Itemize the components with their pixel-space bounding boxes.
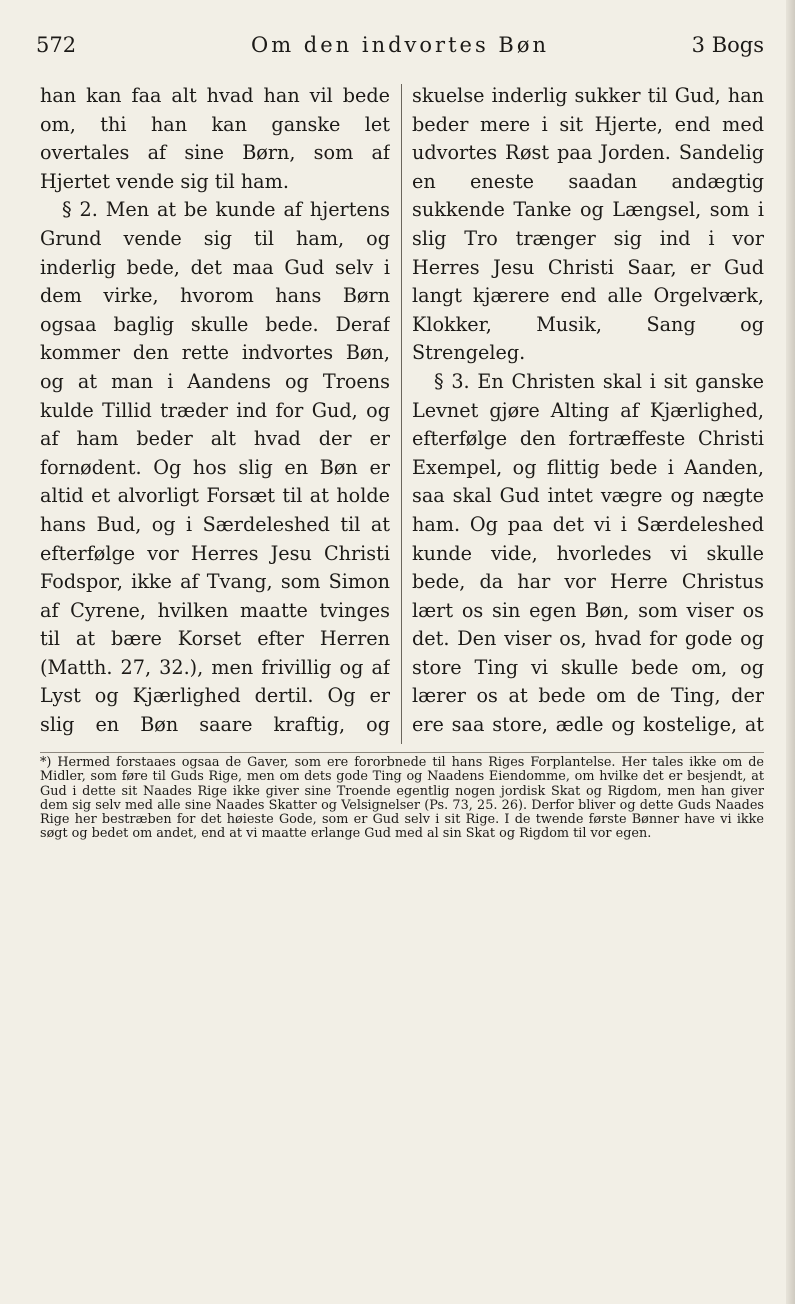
page-edge — [786, 0, 795, 1304]
running-head — [36, 28, 764, 62]
left-paragraph-2: § 2. Men at be kunde af hjertens Grund vende sig til ham, og inderlig bede, det maa Gud selv i dem virke, hvorom hans Børn ogsaa baglig skulle bede. Deraf kommer den rette indvortes Bøn, og at man i Aandens og Troens kulde Tillid træder ind for Gud, og af ham beder alt hvad der er fornødent. Og hos slig en Bøn er altid et alvorligt Forsæt til at holde hans Bud, og i Særdeleshed til at efterfølge vor Herres Jesu Christi Fodspor, ikke af Tvang, som Simon af Cyrene, hvilken maatte tvinges til at bære Korset efter Herren (Matth. 27, 32.), men frivillig og af Lyst og Kjærlighed dertil. Og er slig en Bøn saare kraftig, og — [40, 198, 390, 737]
footnote — [40, 756, 764, 856]
running-head-title: Om den indvortes Bøn — [250, 33, 550, 57]
sheet-signature: 3 Bogs — [691, 33, 764, 57]
footnote-text: *) Hermed forstaaes ogsaa de Gaver, som ere fororbnede til hans Riges Forplantelse. Her tales ikke om de Midler, som føre til Guds Rige, men om dets gode Ting og Naadens Eiendomme, om hvilke det er besjendt, at Gud i dette sit Naades Rige ikke giver sine Troende egentlig nogen jordisk Skat og Rigdom, men han giver dem sig selv med alle sine Naades Skatter og Velsignelser (Ps. 73, 25. 26). Derfor bliver og dette Guds Naades Rige her bestræben for det høieste Gode, som er Gud selv i sit Rige. I de twende første Bønner have vi ikke søgt og bedet om andet, end at vi maatte erlange Gud med al sin Skat og Rigdom til vor egen. — [40, 756, 764, 842]
page-number: 572 — [36, 33, 77, 57]
column-divider — [401, 84, 402, 744]
right-column — [412, 82, 764, 742]
right-paragraph-1: skuelse inderlig sukker til Gud, han beder mere i sit Hjerte, end med udvortes Røst paa Jorden. Sandelig en eneste saadan andægtig sukkende Tanke og Længsel, som i slig Tro trænger sig ind i vor Herres Jesu Christi Saar, er Gud langt kjærere end alle Orgelværk, Klokker, Musik, Sang og Strengeleg. — [412, 84, 764, 365]
left-paragraph-1: han kan faa alt hvad han vil bede om, thi han kan ganske let overtales af sine Børn, som af Hjertet vende sig til ham. — [40, 84, 390, 193]
footnote-divider — [40, 752, 764, 753]
right-paragraph-2: § 3. En Christen skal i sit ganske Levnet gjøre Alting af Kjærlighed, efterfølge den fortræffeste Christi Exempel, og flittig bede i Aanden, saa skal Gud intet vægre og nægte ham. Og paa det vi i Særdeleshed kunde vide, hvorledes vi skulle bede, da har vor Herre Christus lært os sin egen Bøn, som viser os det. Den viser os, hvad for gode og store Ting vi skulle bede om, og lærer os at bede om de Ting, der ere saa store, ædle og kostelige, at — [412, 369, 764, 737]
left-column — [40, 82, 390, 742]
